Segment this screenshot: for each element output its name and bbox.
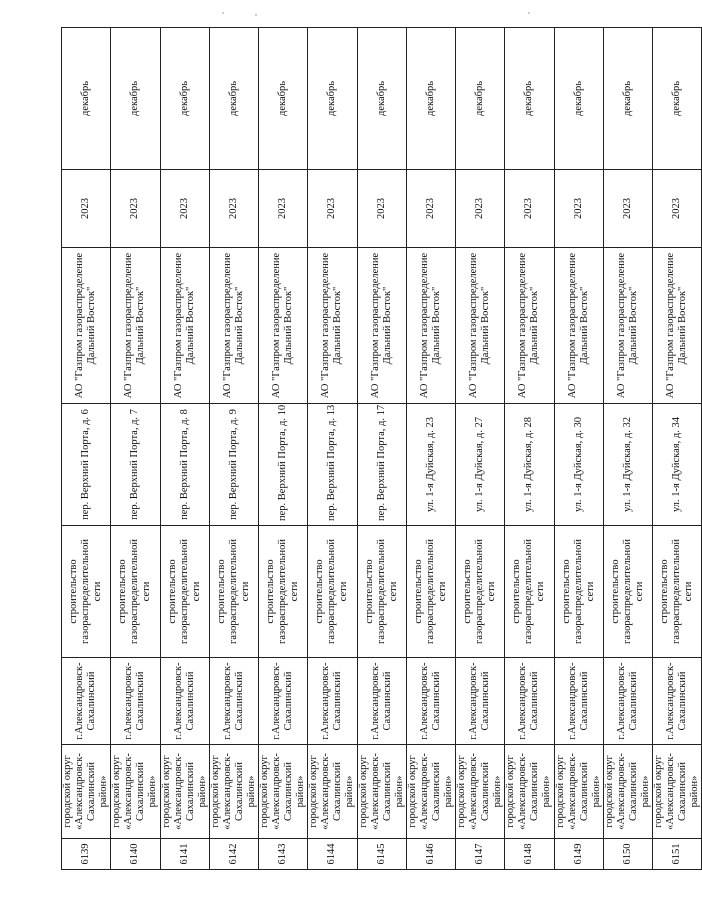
year-cell: 2023: [62, 170, 111, 248]
organization-cell: АО "Газпром газораспределение Дальний Восток": [62, 248, 111, 404]
scan-speck: [255, 14, 257, 16]
month-cell: декабрь: [209, 28, 258, 170]
locality-cell: г.Александровск-Сахалинский: [160, 658, 209, 745]
month-cell: декабрь: [111, 28, 160, 170]
year-cell: 2023: [357, 170, 406, 248]
table-row: [209, 28, 258, 870]
address-cell: ул. 1-я Дуйская, д. 27: [456, 404, 505, 526]
table-row: [554, 28, 603, 870]
organization-cell: АО "Газпром газораспределение Дальний Восток": [111, 248, 160, 404]
work-type-cell: строительство газораспределительной сети: [603, 526, 652, 658]
table-row: [603, 28, 652, 870]
year-cell: 2023: [505, 170, 554, 248]
year-cell: 2023: [456, 170, 505, 248]
scan-speck: [528, 12, 530, 14]
year-cell: 2023: [259, 170, 308, 248]
row-number: 6151: [653, 839, 702, 870]
month-cell: декабрь: [160, 28, 209, 170]
scan-speck: [222, 12, 224, 14]
row-number: 6148: [505, 839, 554, 870]
address-cell: ул. 1-я Дуйская, д. 23: [406, 404, 455, 526]
organization-cell: АО "Газпром газораспределение Дальний Восток": [603, 248, 652, 404]
address-cell: пер. Верхний Порта, д. 6: [62, 404, 111, 526]
locality-cell: г.Александровск-Сахалинский: [406, 658, 455, 745]
month-cell: декабрь: [406, 28, 455, 170]
table-row: [160, 28, 209, 870]
table-row: [456, 28, 505, 870]
row-number: 6145: [357, 839, 406, 870]
table-row: [505, 28, 554, 870]
row-number: 6140: [111, 839, 160, 870]
table-row: [653, 28, 702, 870]
work-type-cell: строительство газораспределительной сети: [456, 526, 505, 658]
work-type-cell: строительство газораспределительной сети: [653, 526, 702, 658]
municipality-cell: городской округ «Александровск-Сахалинский район»: [259, 745, 308, 839]
rotated-table-wrapper: [61, 28, 701, 870]
year-cell: 2023: [160, 170, 209, 248]
organization-cell: АО "Газпром газораспределение Дальний Восток": [308, 248, 357, 404]
municipality-cell: городской округ «Александровск-Сахалинский район»: [505, 745, 554, 839]
row-number: 6141: [160, 839, 209, 870]
row-number: 6142: [209, 839, 258, 870]
locality-cell: г.Александровск-Сахалинский: [554, 658, 603, 745]
locality-cell: г.Александровск-Сахалинский: [653, 658, 702, 745]
row-number: 6139: [62, 839, 111, 870]
month-cell: декабрь: [603, 28, 652, 170]
organization-cell: АО "Газпром газораспределение Дальний Восток": [209, 248, 258, 404]
year-cell: 2023: [406, 170, 455, 248]
month-cell: декабрь: [357, 28, 406, 170]
municipality-cell: городской округ «Александровск-Сахалинский район»: [554, 745, 603, 839]
row-number: 6144: [308, 839, 357, 870]
organization-cell: АО "Газпром газораспределение Дальний Восток": [357, 248, 406, 404]
table-row: [62, 28, 111, 870]
address-cell: ул. 1-я Дуйская, д. 34: [653, 404, 702, 526]
work-type-cell: строительство газораспределительной сети: [357, 526, 406, 658]
municipality-cell: городской округ «Александровск-Сахалинский район»: [357, 745, 406, 839]
month-cell: декабрь: [259, 28, 308, 170]
work-type-cell: строительство газораспределительной сети: [406, 526, 455, 658]
municipality-cell: городской округ «Александровск-Сахалинский район»: [653, 745, 702, 839]
organization-cell: АО "Газпром газораспределение Дальний Восток": [505, 248, 554, 404]
locality-cell: г.Александровск-Сахалинский: [456, 658, 505, 745]
work-type-cell: строительство газораспределительной сети: [111, 526, 160, 658]
locality-cell: г.Александровск-Сахалинский: [62, 658, 111, 745]
work-type-cell: строительство газораспределительной сети: [308, 526, 357, 658]
year-cell: 2023: [308, 170, 357, 248]
work-type-cell: строительство газораспределительной сети: [505, 526, 554, 658]
address-cell: пер. Верхний Порта, д. 13: [308, 404, 357, 526]
municipality-cell: городской округ «Александровск-Сахалинский район»: [406, 745, 455, 839]
month-cell: декабрь: [308, 28, 357, 170]
organization-cell: АО "Газпром газораспределение Дальний Восток": [406, 248, 455, 404]
year-cell: 2023: [653, 170, 702, 248]
year-cell: 2023: [111, 170, 160, 248]
locality-cell: г.Александровск-Сахалинский: [357, 658, 406, 745]
municipality-cell: городской округ «Александровск-Сахалинский район»: [209, 745, 258, 839]
organization-cell: АО "Газпром газораспределение Дальний Восток": [160, 248, 209, 404]
address-cell: пер. Верхний Порта, д. 8: [160, 404, 209, 526]
organization-cell: АО "Газпром газораспределение Дальний Восток": [456, 248, 505, 404]
work-type-cell: строительство газораспределительной сети: [209, 526, 258, 658]
month-cell: декабрь: [62, 28, 111, 170]
municipality-cell: городской округ «Александровск-Сахалинский район»: [160, 745, 209, 839]
organization-cell: АО "Газпром газораспределение Дальний Восток": [653, 248, 702, 404]
municipality-cell: городской округ «Александровск-Сахалинский район»: [603, 745, 652, 839]
row-number: 6150: [603, 839, 652, 870]
locality-cell: г.Александровск-Сахалинский: [259, 658, 308, 745]
address-cell: ул. 1-я Дуйская, д. 32: [603, 404, 652, 526]
address-cell: ул. 1-я Дуйская, д. 28: [505, 404, 554, 526]
gas-network-schedule-table: [61, 27, 702, 870]
locality-cell: г.Александровск-Сахалинский: [111, 658, 160, 745]
month-cell: декабрь: [653, 28, 702, 170]
table-row: [406, 28, 455, 870]
work-type-cell: строительство газораспределительной сети: [259, 526, 308, 658]
table-row: [111, 28, 160, 870]
table-row: [259, 28, 308, 870]
locality-cell: г.Александровск-Сахалинский: [209, 658, 258, 745]
table-body: [62, 28, 702, 870]
organization-cell: АО "Газпром газораспределение Дальний Восток": [259, 248, 308, 404]
address-cell: пер. Верхний Порта, д. 7: [111, 404, 160, 526]
work-type-cell: строительство газораспределительной сети: [554, 526, 603, 658]
municipality-cell: городской округ «Александровск-Сахалинский район»: [111, 745, 160, 839]
locality-cell: г.Александровск-Сахалинский: [505, 658, 554, 745]
row-number: 6143: [259, 839, 308, 870]
month-cell: декабрь: [505, 28, 554, 170]
address-cell: пер. Верхний Порта, д. 9: [209, 404, 258, 526]
row-number: 6146: [406, 839, 455, 870]
municipality-cell: городской округ «Александровск-Сахалинский район»: [308, 745, 357, 839]
year-cell: 2023: [554, 170, 603, 248]
address-cell: пер. Верхний Порта, д. 17: [357, 404, 406, 526]
address-cell: ул. 1-я Дуйская, д. 30: [554, 404, 603, 526]
work-type-cell: строительство газораспределительной сети: [62, 526, 111, 658]
table-row: [357, 28, 406, 870]
month-cell: декабрь: [554, 28, 603, 170]
municipality-cell: городской округ «Александровск-Сахалинский район»: [62, 745, 111, 839]
year-cell: 2023: [603, 170, 652, 248]
year-cell: 2023: [209, 170, 258, 248]
row-number: 6149: [554, 839, 603, 870]
address-cell: пер. Верхний Порта, д. 10: [259, 404, 308, 526]
municipality-cell: городской округ «Александровск-Сахалинский район»: [456, 745, 505, 839]
organization-cell: АО "Газпром газораспределение Дальний Восток": [554, 248, 603, 404]
work-type-cell: строительство газораспределительной сети: [160, 526, 209, 658]
table-row: [308, 28, 357, 870]
locality-cell: г.Александровск-Сахалинский: [603, 658, 652, 745]
month-cell: декабрь: [456, 28, 505, 170]
row-number: 6147: [456, 839, 505, 870]
locality-cell: г.Александровск-Сахалинский: [308, 658, 357, 745]
